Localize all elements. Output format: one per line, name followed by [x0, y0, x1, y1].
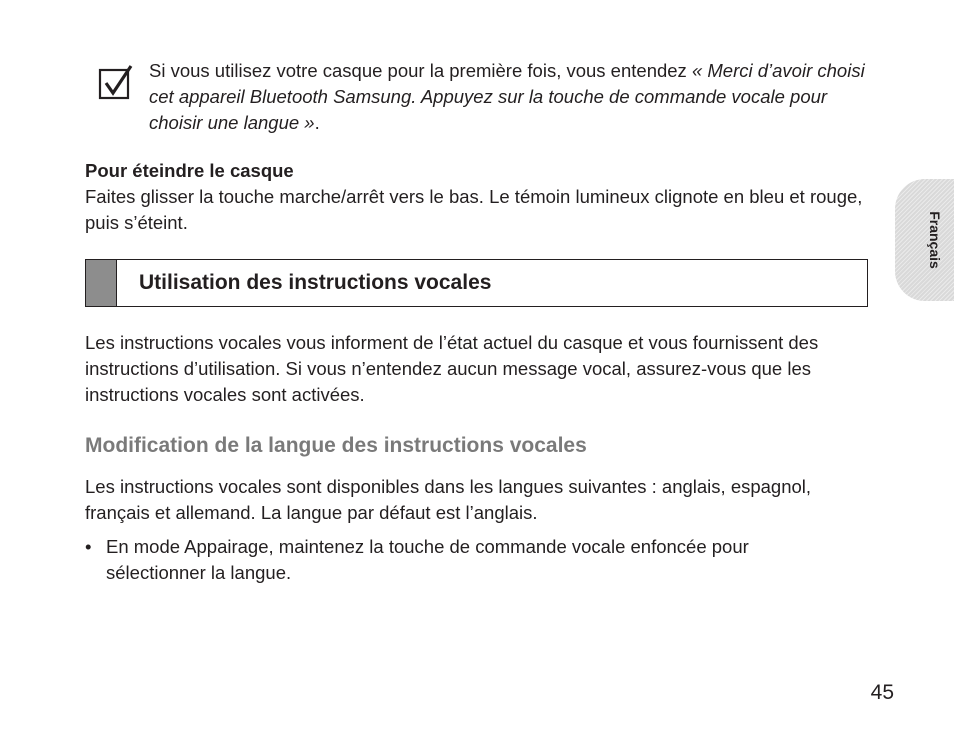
power-off-block — [85, 158, 875, 236]
page-number: 45 — [870, 681, 894, 704]
section-intro-block — [85, 330, 875, 408]
bullet-dot: • — [85, 536, 92, 557]
note-text-end: . — [314, 112, 320, 133]
note-text-quote: « Merci d’avoir choisi cet appareil Bluetooth Samsung. Appuyez sur la touche de commande vocale pour choisir une langue » — [149, 60, 865, 133]
subsection-text-block — [85, 474, 875, 526]
power-off-heading: Pour éteindre le casque — [85, 160, 294, 181]
subsection-title: Modification de la langue des instructions vocales — [85, 434, 587, 457]
note-text — [149, 58, 869, 136]
section-header — [85, 259, 868, 307]
subsection-heading-block — [85, 432, 875, 460]
section-header-bar — [86, 260, 117, 306]
list-item-text: En mode Appairage, maintenez la touche de commande vocale enfoncée pour sélectionner la langue. — [106, 536, 749, 583]
power-off-text: Faites glisser la touche marche/arrêt vers le bas. Le témoin lumineux clignote en bleu et rouge, puis s’éteint. — [85, 186, 863, 233]
language-side-tab — [895, 179, 954, 301]
language-side-tab-label: Français — [927, 211, 943, 269]
note-text-start: Si vous utilisez votre casque pour la première fois, vous entendez — [149, 60, 687, 81]
section-title: Utilisation des instructions vocales — [139, 271, 492, 294]
checkbox-note-icon — [98, 64, 134, 100]
subsection-text: Les instructions vocales sont disponibles dans les langues suivantes : anglais, espagnol, français et allemand. La langue par défaut est l’anglais. — [85, 476, 812, 523]
section-intro: Les instructions vocales vous informent de l’état actuel du casque et vous fournissent des instructions d’utilisation. Si vous n’entendez aucun message vocal, assurez-vous que les instructions vocales sont activées. — [85, 332, 819, 405]
